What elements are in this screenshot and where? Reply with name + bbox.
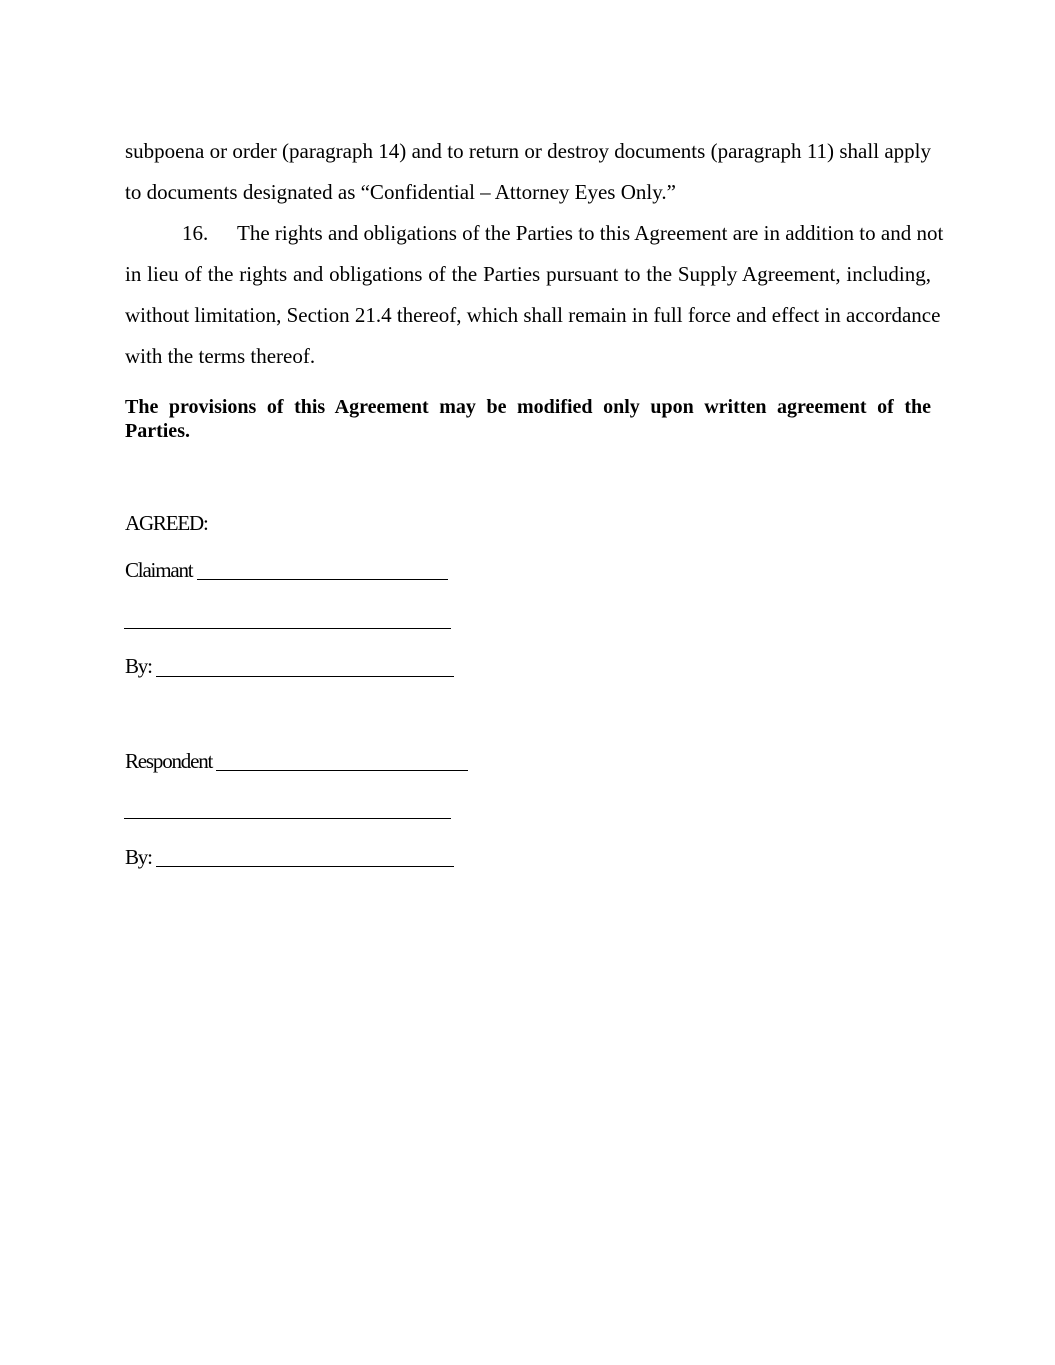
claimant-name-line[interactable] [197,579,448,580]
modification-provision [125,395,931,443]
body-line-2: to documents designated as “Confidential – Attorney Eyes Only.” [125,180,676,204]
body-line-6: with the terms thereof. [125,344,316,368]
body-line-5: without limitation, Section 21.4 thereof, which shall remain in full force and effect in accordance [125,303,941,327]
body-line-1: subpoena or order (paragraph 14) and to return or destroy documents (paragraph 11) shall apply [125,139,931,163]
paragraph-16-first-line [125,220,944,246]
agreed-label: AGREED: [125,511,208,535]
respondent-by-label: By: [125,845,152,869]
body-line-4: in lieu of the rights and obligations of the Parties pursuant to the Supply Agreement, including, [125,262,931,286]
respondent-name-line[interactable] [216,770,468,771]
provision-line-2: Parties. [125,420,190,442]
body-line-3: The rights and obligations of the Parties to this Agreement are in addition to and not [237,221,944,245]
provision-line-1: The provisions of this Agreement may be modified only upon written agreement of the [125,396,931,418]
paragraph-number: 16. [182,221,209,245]
respondent-entity-line[interactable] [124,818,451,819]
respondent-label: Respondent [125,749,213,773]
claimant-entity-line[interactable] [124,628,451,629]
claimant-label: Claimant [125,558,193,582]
claimant-signature-line[interactable] [156,676,454,677]
respondent-signature-line[interactable] [156,866,454,867]
claimant-by-label: By: [125,654,152,678]
